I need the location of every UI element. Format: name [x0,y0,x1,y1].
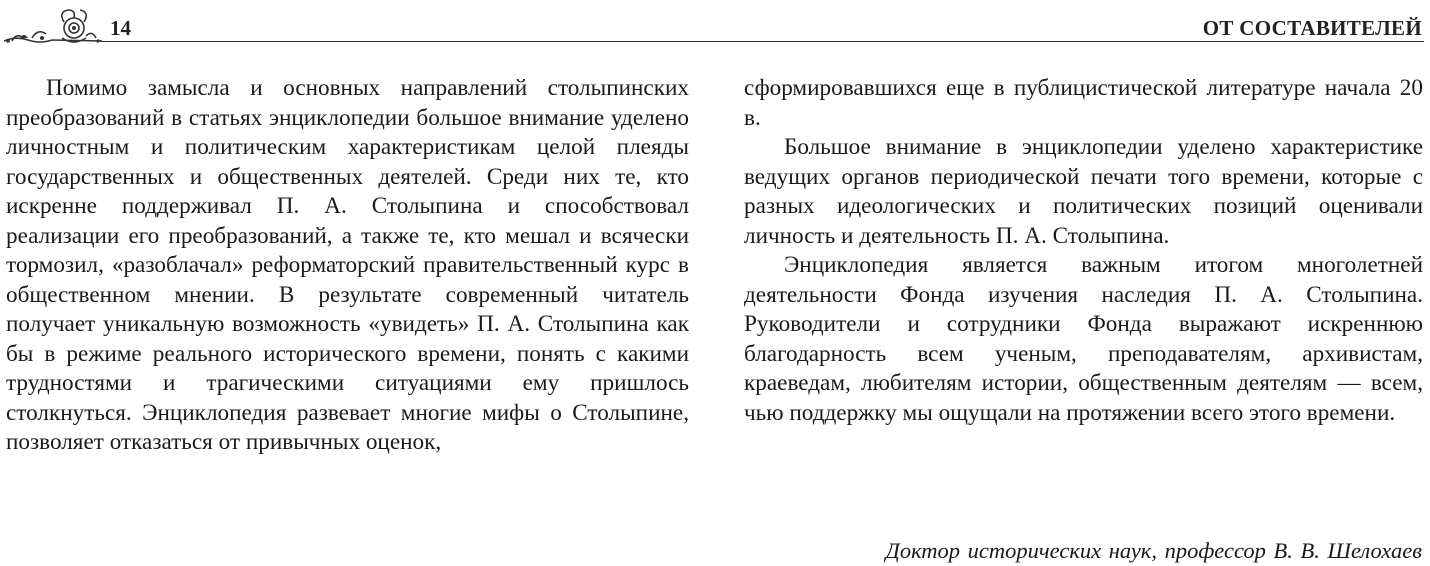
left-column [6,74,689,458]
section-title: ОТ СОСТАВИТЕЛЕЙ [1202,16,1422,40]
right-column [744,74,1423,428]
author-signature: Доктор исторических наук, профессор В. В. Шелохаев [885,538,1422,563]
right-paragraph-3: Энциклопедия является важным итогом многолетней деятельности Фонда изучения наследия П. А. Столыпина. Руководители и сотрудники Фонда выражают искреннюю благодарность всем ученым, преподавателям, архивистам, краеведам, любителям истории, общественным деятелям — всем, чью поддержку мы ощущали на протяжении всего этого времени. [744,252,1423,426]
page-number: 14 [110,16,131,40]
header-divider [100,41,1424,42]
floral-ornament-icon [2,8,106,48]
right-paragraph-2: Большое внимание в энциклопедии уделено характеристике ведущих органов периодической печати того времени, которые с разных идеологических и политических позиций оценивали личность и деятельность П. А. Столыпина. [744,134,1423,249]
right-paragraph-continued: сформировавшихся еще в публицистической литературе начала 20 в. [744,75,1423,131]
page-header [0,0,1430,50]
left-paragraph-1: Помимо замысла и основных направлений столыпинских преобразований в статьях энциклопедии большое внимание уделено личностным и политическим характеристикам целой плеяды государственных и общественных деятелей. Среди них те, кто искренне поддерживал П. А. Столыпина и способствовал реализации его преобразований, а также те, кто мешал и всячески тормозил, «разоблачал» реформаторский правительственный курс в общественном мнении. В результате современный читатель получает уникальную возможность «увидеть» П. А. Столыпина как бы в режиме реального исторического времени, понять с какими трудностями и трагическими ситуациями ему пришлось столкнуться. Энциклопедия развевает многие мифы о Столыпине, позволяет отказаться от привычных оценок, [6,75,689,455]
